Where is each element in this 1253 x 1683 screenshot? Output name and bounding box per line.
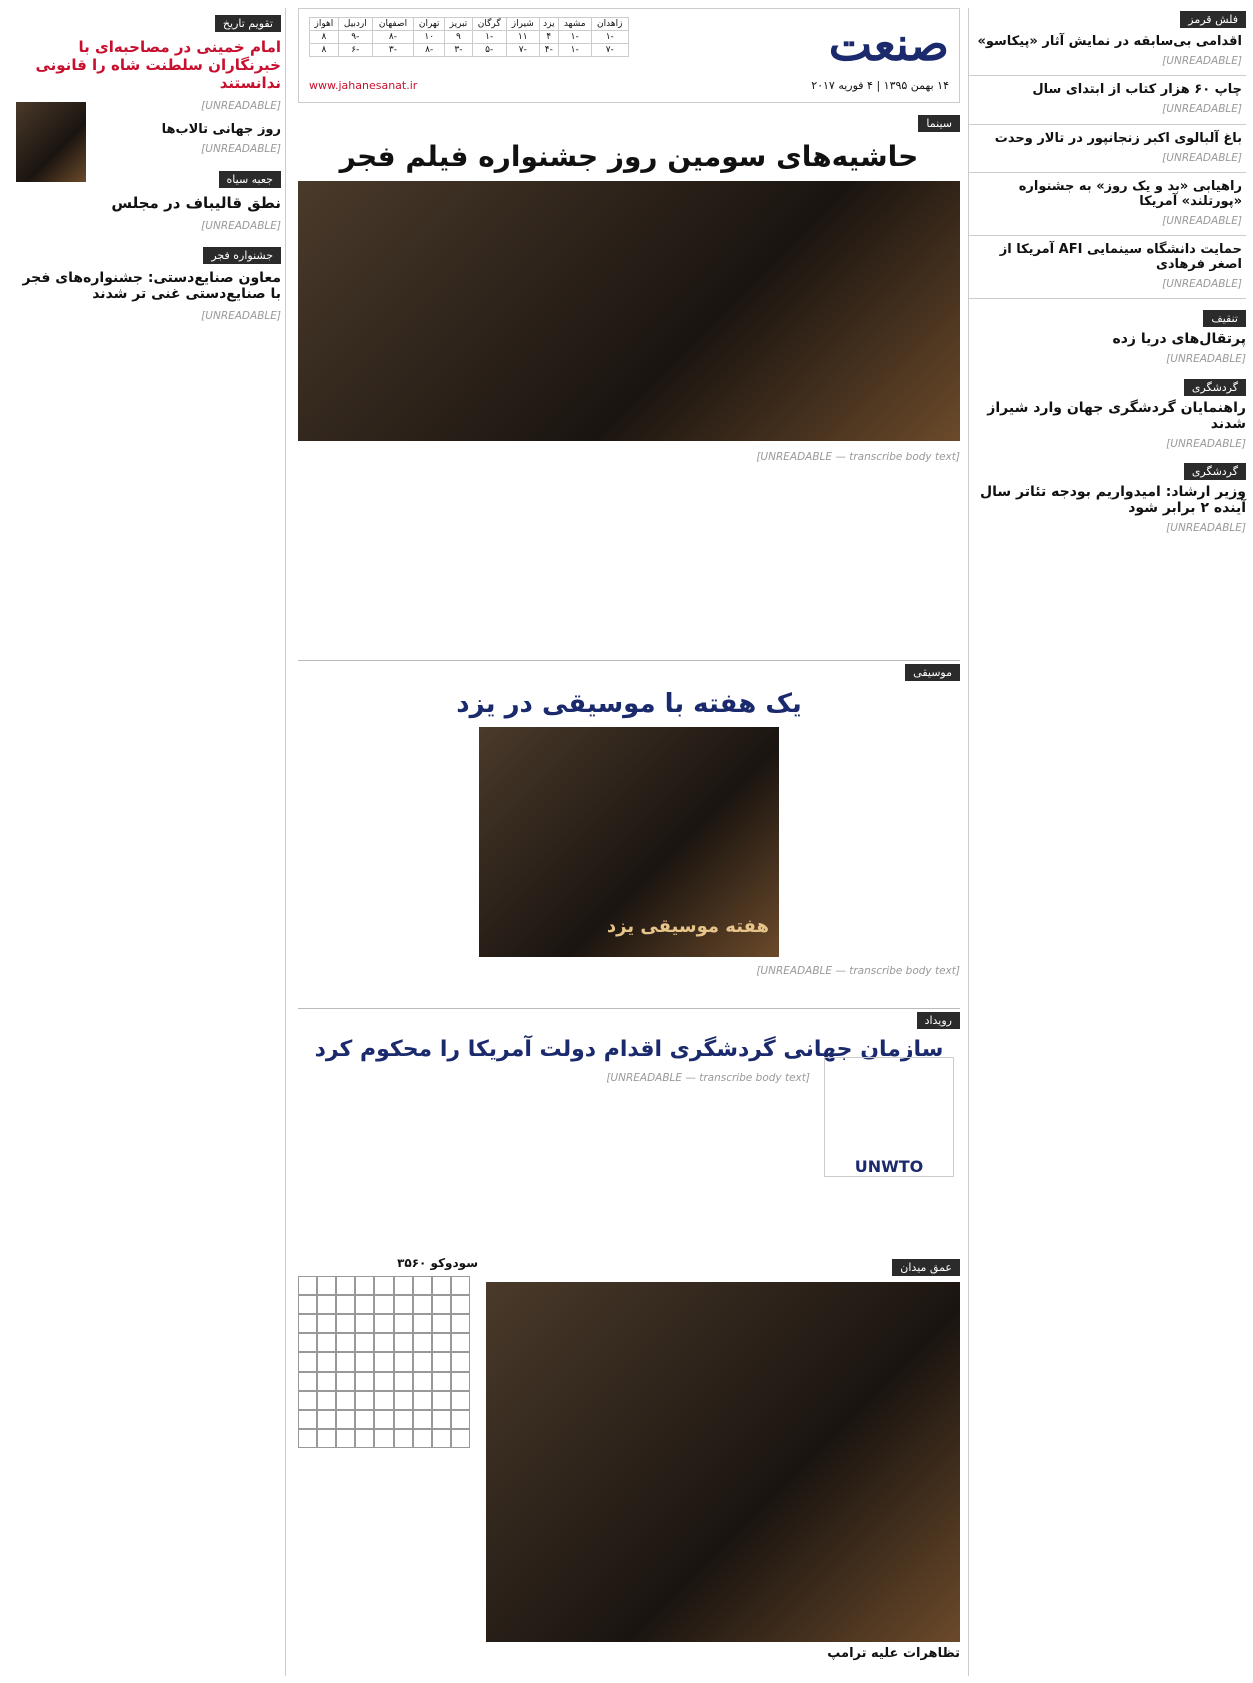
right-item-body: [UNREADABLE] <box>1162 151 1242 164</box>
main-story <box>298 112 960 652</box>
sudoku-cell[interactable] <box>355 1372 374 1391</box>
weather-low: -۸ <box>414 44 445 57</box>
sudoku-cell[interactable] <box>317 1333 336 1352</box>
weather-low: -۴ <box>539 44 558 57</box>
festival-headline: معاون صنایع‌دستی: جشنواره‌های فجر با صنایع‌دستی غنی تر شدند <box>22 269 281 302</box>
weather-high: -۱ <box>591 31 629 44</box>
sudoku-cell[interactable] <box>413 1276 432 1295</box>
sudoku-cell[interactable] <box>432 1391 451 1410</box>
photo-section-label: عمق میدان <box>892 1259 960 1276</box>
top-section-label: تقویم تاریخ <box>215 15 281 32</box>
photo-caption: تظاهرات علیه ترامپ <box>827 1646 960 1661</box>
right-tourism2-body: [UNREADABLE] <box>1166 521 1246 534</box>
sudoku-cell[interactable] <box>336 1333 355 1352</box>
right-tourism2-headline: وزیر ارشاد: امیدواریم بودجه تئاتر سال آینده ۲ برابر شود <box>980 483 1246 516</box>
masthead <box>298 8 960 103</box>
right-item-headline: حمایت دانشگاه سینمایی AFI آمریکا از اصغر فرهادی <box>999 242 1242 273</box>
left-column <box>8 8 286 1676</box>
sudoku-cell[interactable] <box>355 1295 374 1314</box>
sudoku-cell[interactable] <box>432 1410 451 1429</box>
music-poster <box>479 727 779 957</box>
main-headline: حاشیه‌های سومین روز جشنواره فیلم فجر <box>339 140 919 173</box>
sudoku-cell[interactable] <box>413 1372 432 1391</box>
sudoku-cell[interactable] <box>451 1314 470 1333</box>
main-photo <box>298 181 960 441</box>
right-item-headline: اقدامی بی‌سابقه در نمایش آثار «پیکاسو» <box>977 34 1242 49</box>
weather-high: -۱ <box>472 31 506 44</box>
sudoku-cell[interactable] <box>432 1333 451 1352</box>
festival-section-label: جشنواره فجر <box>203 247 281 264</box>
sudoku-cell[interactable] <box>317 1410 336 1429</box>
right-item <box>969 173 1246 236</box>
weather-low: -۵ <box>472 44 506 57</box>
sudoku-cell[interactable] <box>317 1276 336 1295</box>
weather-low: ۸ <box>310 44 339 57</box>
sudoku-cell[interactable] <box>298 1352 317 1371</box>
sudoku-cell[interactable] <box>355 1429 374 1448</box>
sudoku-cell[interactable] <box>394 1410 413 1429</box>
sudoku-cell[interactable] <box>374 1410 393 1429</box>
sudoku-cell[interactable] <box>317 1429 336 1448</box>
weather-low: -۱ <box>558 44 591 57</box>
sudoku-cell[interactable] <box>394 1352 413 1371</box>
masthead-dates: ۱۴ بهمن ۱۳۹۵ | ۴ فوریه ۲۰۱۷ <box>811 79 949 92</box>
sudoku-cell[interactable] <box>374 1314 393 1333</box>
sudoku-cell[interactable] <box>432 1372 451 1391</box>
weather-low: -۳ <box>445 44 472 57</box>
sudoku-cell[interactable] <box>317 1372 336 1391</box>
sudoku-cell[interactable] <box>394 1314 413 1333</box>
weather-citie: تهران <box>414 18 445 31</box>
sudoku-cell[interactable] <box>451 1391 470 1410</box>
right-section-label: فلش قرمز <box>969 8 1246 28</box>
sudoku-cell[interactable] <box>451 1410 470 1429</box>
right-item-body: [UNREADABLE] <box>1162 55 1242 67</box>
sudoku-cell[interactable] <box>413 1429 432 1448</box>
weather-high: ۱۰ <box>414 31 445 44</box>
music-headline: یک هفته با موسیقی در یزد <box>456 689 802 719</box>
right-column-body: [UNREADABLE] <box>1166 353 1246 366</box>
sudoku-cell[interactable] <box>317 1295 336 1314</box>
sudoku-cell[interactable] <box>374 1295 393 1314</box>
sudoku-cell[interactable] <box>355 1276 374 1295</box>
masthead-website[interactable]: www.jahanesanat.ir <box>309 79 418 92</box>
sudoku-cell[interactable] <box>298 1333 317 1352</box>
photo-block <box>486 1256 960 1676</box>
sudoku-cell[interactable] <box>432 1295 451 1314</box>
sudoku-cell[interactable] <box>432 1352 451 1371</box>
sudoku-cell[interactable] <box>374 1372 393 1391</box>
sudoku-cell[interactable] <box>394 1276 413 1295</box>
main-section-label: سینما <box>918 115 960 132</box>
right-item <box>969 76 1246 124</box>
sudoku-cell[interactable] <box>451 1352 470 1371</box>
right-item-headline: راهیابی «بد و یک روز» به جشنواره «پورتلند» آمریکا <box>1018 178 1242 209</box>
sudoku-cell[interactable] <box>336 1352 355 1371</box>
column-body: [UNREADABLE] <box>201 219 281 232</box>
weather-low: -۷ <box>506 44 539 57</box>
unwto-logo: UNWTO <box>824 1057 954 1177</box>
sudoku-cell[interactable] <box>298 1391 317 1410</box>
sudoku-cell[interactable] <box>336 1391 355 1410</box>
sudoku-cell[interactable] <box>413 1352 432 1371</box>
right-column-headline: پرتقال‌های دریا زده <box>1112 331 1246 348</box>
sudoku-block <box>298 1256 478 1676</box>
weather-low: -۳ <box>372 44 413 57</box>
weather-high: ۴ <box>539 31 558 44</box>
sudoku-cell[interactable] <box>336 1314 355 1333</box>
right-item <box>969 28 1246 76</box>
weather-citie: اهواز <box>310 18 339 31</box>
weather-citie: تبریز <box>445 18 472 31</box>
sudoku-cell[interactable] <box>355 1352 374 1371</box>
right-item-body: [UNREADABLE] <box>1162 278 1242 291</box>
sudoku-cell[interactable] <box>355 1314 374 1333</box>
sudoku-cell[interactable] <box>298 1372 317 1391</box>
sudoku-cell[interactable] <box>317 1352 336 1371</box>
sudoku-cell[interactable] <box>432 1314 451 1333</box>
sudoku-cell[interactable] <box>355 1410 374 1429</box>
right-item-body: [UNREADABLE] <box>1162 103 1242 116</box>
weather-citie: اصفهان <box>372 18 413 31</box>
top-headline: امام خمینی در مصاحبه‌ای با خبرنگاران سلطنت شاه را قانونی ندانستند <box>35 38 281 92</box>
sudoku-cell[interactable] <box>413 1314 432 1333</box>
sudoku-cell[interactable] <box>336 1295 355 1314</box>
sudoku-cell[interactable] <box>413 1391 432 1410</box>
right-item <box>969 125 1246 173</box>
sudoku-label: سودوکو <box>430 1256 478 1270</box>
column-headline: نطق قالیباف در مجلس <box>111 193 281 212</box>
top-body: [UNREADABLE] <box>201 100 281 112</box>
sudoku-cell[interactable] <box>394 1429 413 1448</box>
weather-high: ۱۱ <box>506 31 539 44</box>
sudoku-cell[interactable] <box>394 1333 413 1352</box>
right-column-label: تنقیف <box>969 307 1246 327</box>
sudoku-cell[interactable] <box>317 1391 336 1410</box>
sudoku-cell[interactable] <box>451 1372 470 1391</box>
main-body: [UNREADABLE — transcribe body text] <box>756 451 960 463</box>
right-column <box>968 8 1246 1676</box>
sudoku-cell[interactable] <box>298 1314 317 1333</box>
sudoku-cell[interactable] <box>374 1276 393 1295</box>
sudoku-cell[interactable] <box>374 1429 393 1448</box>
music-body: [UNREADABLE — transcribe body text] <box>756 965 960 977</box>
sudoku-cell[interactable] <box>451 1333 470 1352</box>
weather-citie: شیراز <box>506 18 539 31</box>
poster-title: هفته موسیقی یزد <box>606 916 769 937</box>
sudoku-cell[interactable] <box>336 1276 355 1295</box>
weather-low: -۶ <box>338 44 372 57</box>
sudoku-cell[interactable] <box>355 1333 374 1352</box>
sudoku-cell[interactable] <box>336 1410 355 1429</box>
protest-photo <box>486 1282 960 1642</box>
sudoku-cell[interactable] <box>355 1391 374 1410</box>
sudoku-cell[interactable] <box>451 1276 470 1295</box>
music-story <box>298 660 960 1000</box>
sudoku-cell[interactable] <box>374 1352 393 1371</box>
weather-high: ۸ <box>310 31 339 44</box>
sudoku-cell[interactable] <box>394 1391 413 1410</box>
sudoku-cell[interactable] <box>298 1429 317 1448</box>
sudoku-cell[interactable] <box>394 1295 413 1314</box>
sudoku-cell[interactable] <box>336 1429 355 1448</box>
weather-table <box>309 17 629 67</box>
weather-high: -۸ <box>372 31 413 44</box>
sudoku-cell[interactable] <box>451 1429 470 1448</box>
sudoku-cell[interactable] <box>432 1429 451 1448</box>
sudoku-grid[interactable] <box>298 1276 470 1448</box>
sudoku-cell[interactable] <box>336 1372 355 1391</box>
sudoku-cell[interactable] <box>298 1410 317 1429</box>
sudoku-cell[interactable] <box>317 1314 336 1333</box>
music-section-label: موسیقی <box>905 664 960 681</box>
khomeini-photo <box>16 102 86 182</box>
tourism-body: [UNREADABLE — transcribe body text] <box>606 1072 810 1084</box>
weather-citie: مشهد <box>558 18 591 31</box>
column-label: جعبه سیاه <box>219 171 281 188</box>
wetlands-body: [UNREADABLE] <box>201 143 281 156</box>
sudoku-cell[interactable] <box>298 1276 317 1295</box>
right-tourism-headline: راهنمایان گردشگری جهان وارد شیراز شدند <box>987 399 1246 432</box>
wetlands-headline: روز جهانی تالاب‌ها <box>161 122 281 138</box>
weather-high: ۹ <box>445 31 472 44</box>
weather-low: -۷ <box>591 44 629 57</box>
tourism-story <box>298 1008 960 1248</box>
right-item-headline: چاپ ۶۰ هزار کتاب از ابتدای سال <box>1032 82 1242 98</box>
tourism-section-label: رویداد <box>917 1012 960 1029</box>
sudoku-cell[interactable] <box>413 1295 432 1314</box>
sudoku-cell[interactable] <box>432 1276 451 1295</box>
sudoku-cell[interactable] <box>374 1333 393 1352</box>
weather-citie: یزد <box>539 18 558 31</box>
sudoku-cell[interactable] <box>374 1391 393 1410</box>
right-tourism-section: گردشگری <box>969 376 1246 396</box>
right-item <box>969 236 1246 299</box>
weather-citie: اردبیل <box>338 18 372 31</box>
weather-citie: گرگان <box>472 18 506 31</box>
right-item-body: [UNREADABLE] <box>1162 214 1242 227</box>
sudoku-cell[interactable] <box>394 1372 413 1391</box>
sudoku-cell[interactable] <box>451 1295 470 1314</box>
weather-high: -۹ <box>338 31 372 44</box>
weather-citie: زاهدان <box>591 18 629 31</box>
weather-high: -۱ <box>558 31 591 44</box>
festival-body: [UNREADABLE] <box>201 309 281 322</box>
sudoku-number: ۳۵۶۰ <box>397 1256 427 1270</box>
sudoku-cell[interactable] <box>413 1333 432 1352</box>
right-tourism2-section: گردشگری <box>969 460 1246 480</box>
sudoku-cell[interactable] <box>413 1410 432 1429</box>
right-item-headline: باغ آلبالوی اکبر زنجانپور در تالار وحدت <box>994 130 1242 146</box>
tourism-headline: سازمان جهانی گردشگری اقدام دولت آمریکا را محکوم کرد <box>314 1037 944 1062</box>
right-tourism-body: [UNREADABLE] <box>1166 437 1246 450</box>
sudoku-cell[interactable] <box>298 1295 317 1314</box>
brand-logo: صنعت <box>828 17 949 71</box>
